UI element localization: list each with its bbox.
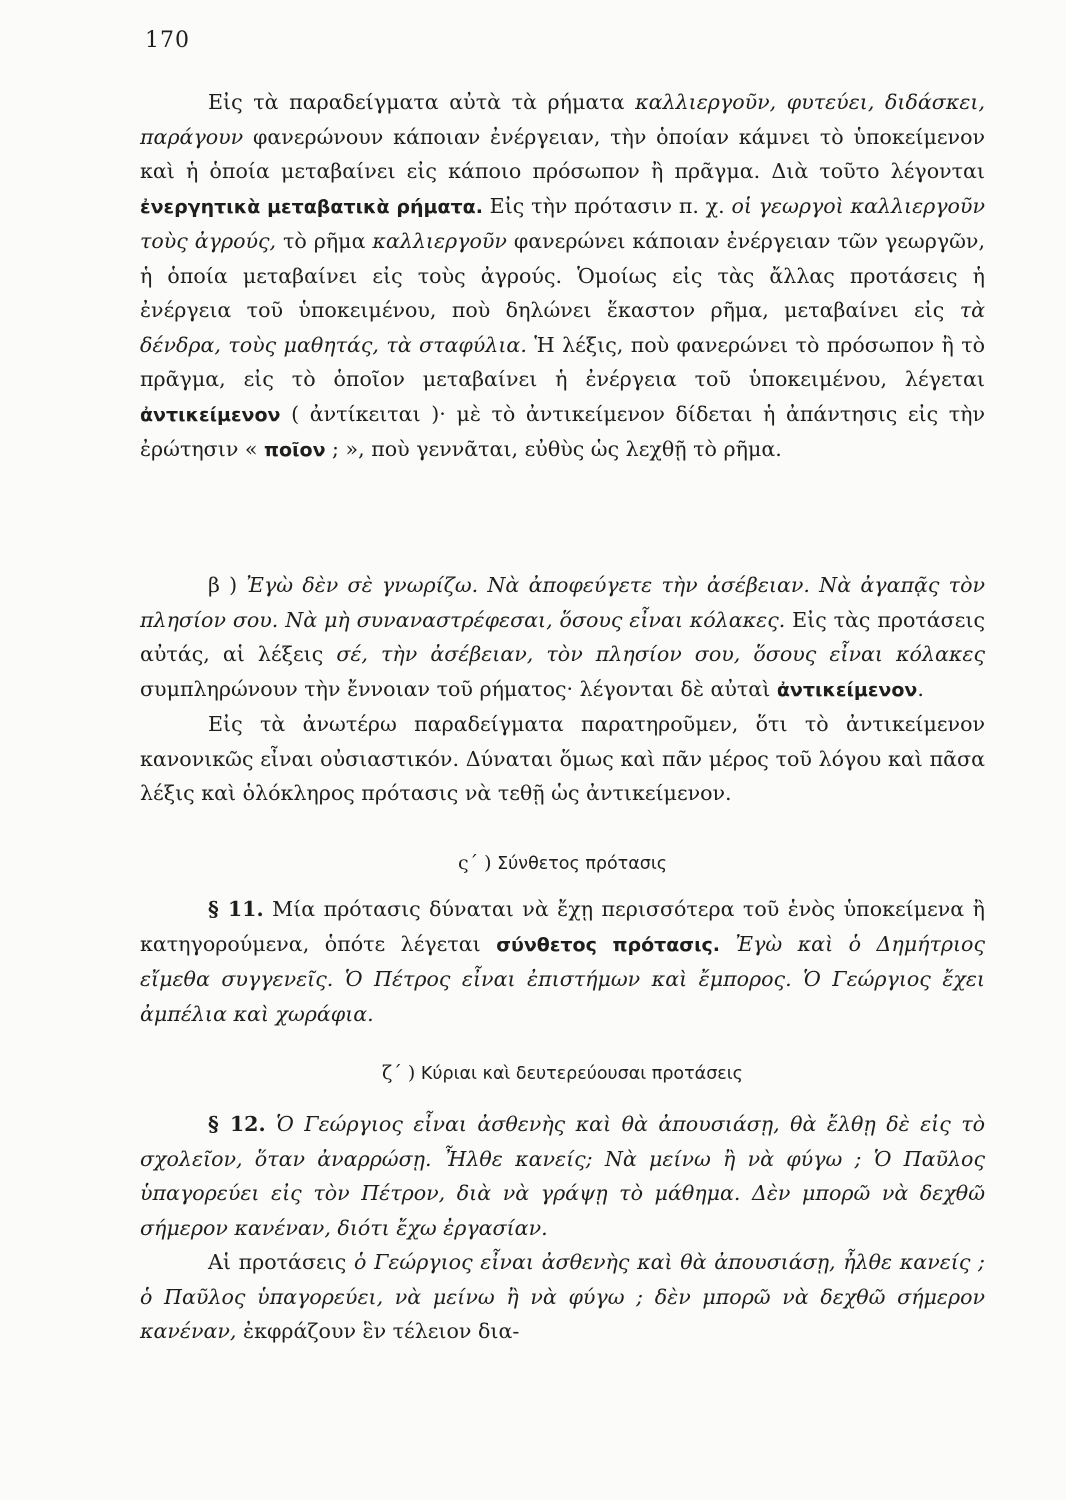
section-heading-main-subordinate xyxy=(140,1058,985,1089)
section-heading-compound xyxy=(140,848,985,879)
italic-example: οἱ γεωργοὶ καλλιεργοῦν τοὺς ἀγρούς, xyxy=(140,193,985,253)
italic-example: Ἐγὼ καὶ ὁ Δημήτριος εἴμεθα συγγενεῖς. Ὁ Πέτρος εἶναι ἐπιστήμων καὶ ἔμπορος. Ὁ Γεώργιος ἔχει ἀμπέλια καὶ χωράφια. xyxy=(140,931,985,1026)
italic-example: ὁ Γεώργιος εἶναι ἀσθενὴς καὶ θὰ ἀπουσιάσῃ, ἦλθε κανείς ; ὁ Παῦλος ὑπαγορεύει, νὰ μείνω ἢ νὰ φύγω ; δὲν μπορῶ νὰ δεχθῶ σήμερον κανέναν, xyxy=(140,1250,985,1343)
text: φανερώνει κάποιαν ἐνέργειαν τῶν γεωργῶν, ἡ ὁποία μεταβαίνει εἰς τοὺς ἀγρούς. Ὁμοίως εἰς τὰς ἄλλας προτάσεις ἡ ἐνέργεια τοῦ ὑποκειμένου, ποὺ δηλώνει ἕκαστον ρῆμα, μεταβαίνει εἰς xyxy=(140,229,985,322)
text: Εἰς τὰ παραδείγματα αὐτὰ τὰ ρήματα xyxy=(208,90,636,114)
italic-example: Ὁ Γεώργιος εἶναι ἀσθενὴς καὶ θὰ ἀπουσιάσῃ, θὰ ἔλθῃ δὲ εἰς τὸ σχολεῖον, ὅταν ἀναρρώσῃ. Ἦλθε κανείς; Νὰ μείνω ἢ νὰ φύγω ; Ὁ Παῦλος ὑπαγορεύει εἰς τὸν Πέτρον, διὰ νὰ γράψῃ τὸ μάθημα. Δὲν μπορῶ νὰ δεχθῶ σήμερον κανέναν, διότι ἔχω ἐργασίαν. xyxy=(140,1112,986,1240)
text: ( ἀντίκειται )· μὲ τὸ ἀντικείμενον δίδεται ἡ ἀπάντησις εἰς τὴν ἐρώτησιν « xyxy=(140,401,985,461)
bold-term: ἀντικείμενον xyxy=(140,403,281,426)
paragraph-object-examples xyxy=(140,568,985,811)
italic-example: σέ, τὴν ἀσέβειαν, τὸν πλησίον σου, ὅσους εἶναι κόλακες xyxy=(336,642,985,666)
text: Αἱ προτάσεις xyxy=(208,1250,354,1274)
text: φανερώνουν κάποιαν ἐνέργειαν, τὴν ὁποίαν κάμνει τὸ ὑποκείμενον καὶ ἡ ὁποία μεταβαίνει εἰς κάποιο πρόσωπον ἢ πρᾶγμα. Διὰ τοῦτο λέγονται xyxy=(140,124,985,183)
text: Εἰς τὴν πρότασιν π. χ. xyxy=(482,193,732,218)
paragraph-compound xyxy=(140,892,985,1031)
paragraph-clauses xyxy=(140,1107,985,1349)
text: ἐκφράζουν ἓν τέλειον δια- xyxy=(236,1319,520,1343)
section-title: Κύριαι καὶ δευτερεύουσαι προτάσεις xyxy=(420,1064,743,1084)
text: τὸ ρῆμα xyxy=(276,229,373,253)
section-number: ζ΄ ) xyxy=(382,1062,416,1084)
text: συμπληρώνουν τὴν ἔννοιαν τοῦ ρήματος· λέγονται δὲ αὐταὶ xyxy=(140,676,777,701)
text: . xyxy=(917,676,924,701)
text xyxy=(266,1112,276,1136)
paragraph-transitive-verbs xyxy=(140,85,985,468)
text: Μία πρότασις δύναται νὰ ἔχῃ περισσότερα τοῦ ἑνὸς ὑποκείμενα ἢ κατηγορούμενα, ὁπότε λέγεται xyxy=(140,897,985,956)
section-number: ς΄ ) xyxy=(457,852,492,874)
section-title: Σύνθετος πρότασις xyxy=(497,854,668,874)
italic-example: Ἐγὼ δὲν σὲ γνωρίζω. Νὰ ἀποφεύγετε τὴν ἀσέβειαν. Νὰ ἀγαπᾷς τὸν πλησίον σου. Νὰ μὴ συναναστρέφεσαι, ὅσους εἶναι κόλακες. xyxy=(140,573,985,632)
text: Ἡ λέξις, ποὺ φανερώνει τὸ πρόσωπον ἢ τὸ πρᾶγμα, εἰς τὸ ὁποῖον μεταβαίνει ἡ ἐνέργεια τοῦ ὑποκειμένου, λέγεται xyxy=(140,332,985,391)
italic-example: καλλιεργοῦν xyxy=(372,229,507,253)
bold-term: σύνθετος πρότασις. xyxy=(496,933,720,956)
text: β ) xyxy=(208,573,247,597)
bold-term: ἐνεργητικὰ μεταβατικὰ ρήματα. xyxy=(140,195,483,218)
paragraph-object-noun: Εἰς τὰ ἀνωτέρω παραδείγματα παρατηροῦμεν, ὅτι τὸ ἀντικείμενον κανονικῶς εἶναι οὐσιαστικόν. Δύναται ὅμως καὶ πᾶν μέρος τοῦ λόγου καὶ πᾶσα λέξις καὶ ὁλόκληρος πρότασις νὰ τεθῇ ὡς ἀντικείμενον. xyxy=(140,712,985,805)
page-number: 170 xyxy=(145,28,190,53)
bold-term: ποῖον xyxy=(264,439,326,461)
bold-term: ἀντικείμενον xyxy=(776,678,918,701)
text xyxy=(720,932,736,956)
text: Εἰς τὰς προτάσεις αὐτάς, αἱ λέξεις xyxy=(140,607,986,666)
section-mark: § 11. xyxy=(208,897,264,921)
italic-example: τὰ δένδρα, τοὺς μαθητάς, τὰ σταφύλια. xyxy=(140,298,985,357)
section-mark: § 12. xyxy=(208,1112,266,1136)
italic-example: καλλιεργοῦν, φυτεύει, διδάσκει, παράγουν xyxy=(140,90,985,149)
text: ; », ποὺ γεννᾶται, εὐθὺς ὡς λεχθῇ τὸ ρῆμα. xyxy=(325,437,782,461)
